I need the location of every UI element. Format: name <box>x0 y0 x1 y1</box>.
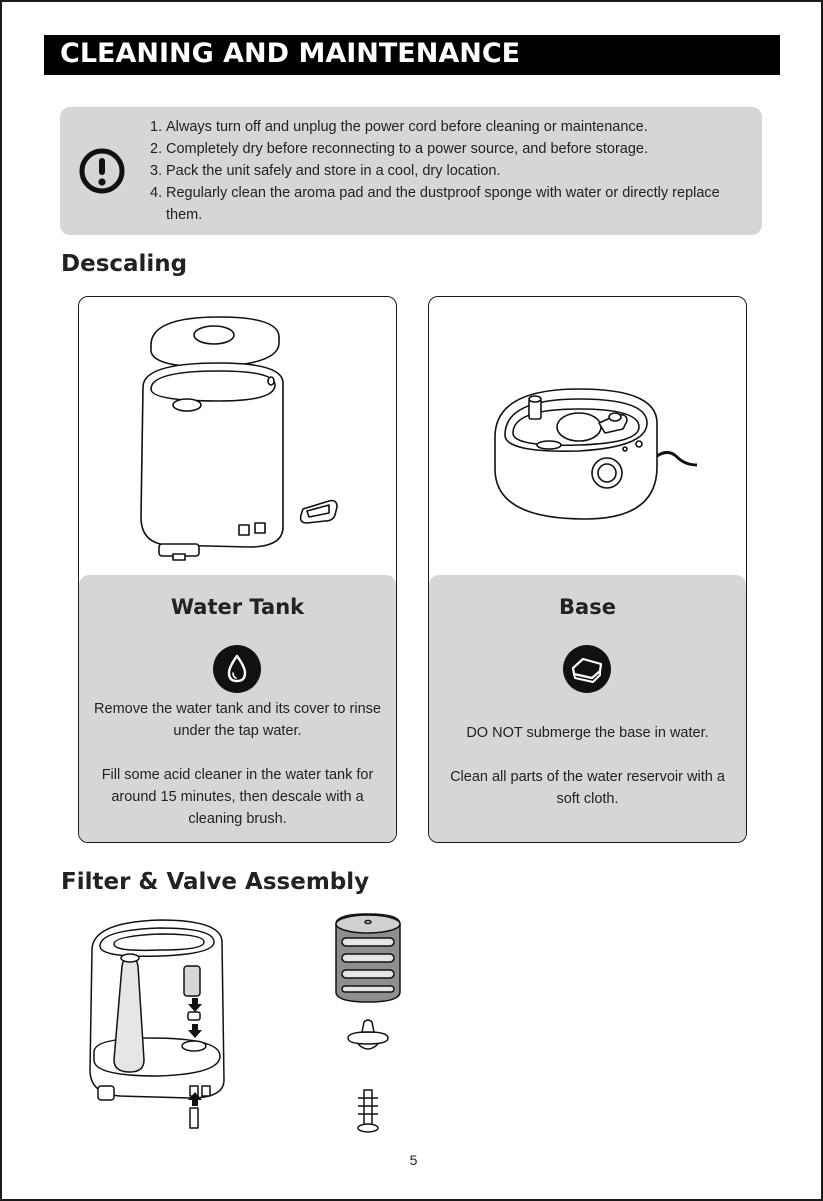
water-tank-instruction-1: Remove the water tank and its cover to rinse under the tap water. <box>94 701 381 739</box>
filter-assembly-tank-illustration <box>80 910 240 1138</box>
water-tank-title: Water Tank <box>170 595 305 619</box>
notice-item: 2. Completely dry before reconnecting to a power source, and before storage. <box>150 141 648 157</box>
base-instruction-2: Clean all parts of the water reservoir with a soft cloth. <box>450 769 725 807</box>
water-tank-illustration <box>79 297 396 575</box>
base-instruction-1: DO NOT submerge the base in water. <box>466 725 709 741</box>
cloth-icon <box>563 645 611 693</box>
notice-item: 4. Regularly clean the aroma pad and the dustproof sponge with water or directly replace them. <box>150 185 720 223</box>
base-title: Base <box>559 595 616 619</box>
water-tank-card <box>78 296 397 843</box>
water-tank-panel <box>79 575 396 842</box>
notice-item: 3. Pack the unit safely and store in a cool, dry location. <box>150 163 501 179</box>
water-tank-instruction-2: Fill some acid cleaner in the water tank for around 15 minutes, then descale with a cleaning brush. <box>101 767 374 827</box>
exclamation-circle-icon <box>78 147 126 195</box>
filter-parts-exploded-illustration <box>328 910 408 1138</box>
section-header <box>44 35 780 75</box>
base-illustration <box>429 297 746 575</box>
notice-item: 1. Always turn off and unplug the power cord before cleaning or maintenance. <box>150 119 648 135</box>
filter-valve-heading: Filter & Valve Assembly <box>61 869 370 895</box>
page-number: 5 <box>409 1152 418 1168</box>
page-title: CLEANING AND MAINTENANCE <box>60 38 521 69</box>
notice-list <box>150 116 750 226</box>
notice-box <box>60 107 762 235</box>
base-card <box>428 296 747 843</box>
descaling-heading: Descaling <box>61 251 188 277</box>
base-panel <box>429 575 746 842</box>
water-drop-icon <box>213 645 261 693</box>
